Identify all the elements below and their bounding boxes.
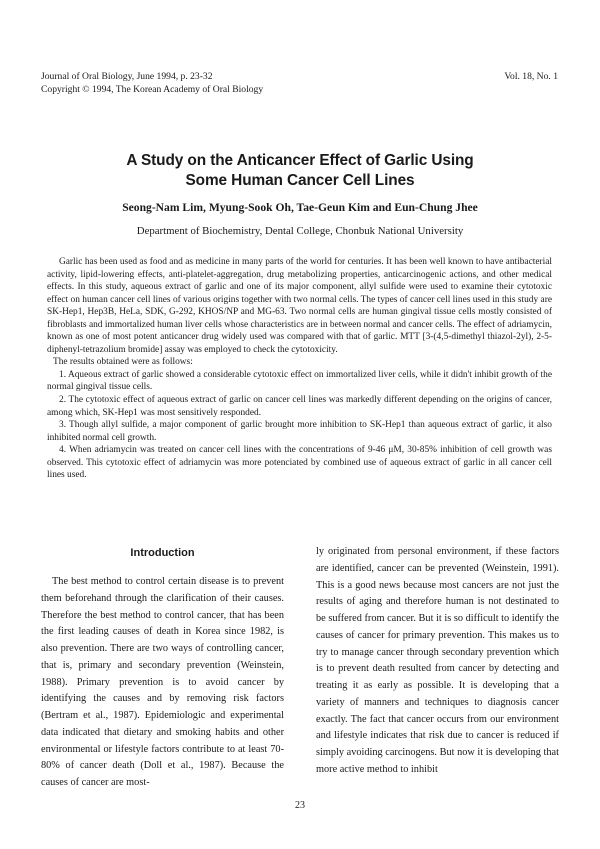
journal-citation: Journal of Oral Biology, June 1994, p. 23-32 xyxy=(41,71,213,82)
page-number: 23 xyxy=(295,800,305,811)
result-item-4: 4. When adriamycin was treated on cancer cell lines with the concentrations of 9-46 μM, 30-85% inhibition of cell growth was observed. This cytotoxic effect of adriamycin was more potenciated by combined use of aqueous extract of garlic in all cancer cell lines used. xyxy=(47,445,552,481)
results-intro: The results obtained were as follows: xyxy=(53,357,193,368)
introduction-paragraph-left: The best method to control certain disease is to prevent them beforehand through the clarification of their causes. Therefore the best method to control cancer, that has been the first leading causes of death in Korea since 1982, is also prevention. There are two ways of controlling cancer, that is, primary and secondary prevention (Weinstein, 1988). Primary prevention is to avoid cancer by identifying the causes and by removing risk factors (Bertram et al., 1987). Epidemiologic and experimental data indicated that dietary and smoking habits and other environmental or lifestyle factors contribute to at least 70-80% of cancer death (Doll et al., 1987). Because the causes of cancer are most- xyxy=(41,576,284,788)
result-item-1: 1. Aqueous extract of garlic showed a considerable cytotoxic effect on immortalized liver cells, while it didn't inhibit growth of the normal gingival tissue cells. xyxy=(47,369,552,393)
affiliation: Department of Biochemistry, Dental College, Chonbuk National University xyxy=(136,225,464,237)
paper-title xyxy=(0,151,600,191)
title-line-2: Some Human Cancer Cell Lines xyxy=(185,172,415,189)
abstract-body: Garlic has been used as food and as medicine in many parts of the world for centuries. It has been well known to have antibacterial activity, lipid-lowering effects, anti-platelet-aggregation, drug metabolizing properties, anticarcinogenic actions, and other medical effects. In this study, aqueous extract of garlic and one of its major component, allyl sulfide were used to examine their cytotoxic effect on human cancer cell lines of various origins together with two normal cells. The types of cancer cell lines used in this study are SK-Hep1, Hep3B, HeLa, SDK, G-292, KHOS/NP and MG-63. Two normal cells are human gingival tissue cells mostly consisted of fibroblasts and immortalized human liver cells whose characteristics are in between normal and cancer cells. The effect of adriamycin, known as one of most potent anticancer drug widely used was compared with that of garlic. MTT [3-(4,5-dimethyl thiazol-2yl), 2-5-diphenyl-tetrazolium bromide] assay was employed to check the cytotoxicity. xyxy=(47,257,552,355)
abstract xyxy=(47,256,552,482)
volume-number: Vol. 18, No. 1 xyxy=(504,71,558,82)
left-column xyxy=(41,544,284,792)
introduction-paragraph-right: ly originated from personal environment, if these factors are identified, cancer can be prevented (Weinstein, 1991). This is a good news because most cancers are not just the results of aging and therefore human is not destinated to be suffered from cancer. But it is so difficult to identify the causes of cancer for primary prevention. This makes us to try to manage cancer through secondary prevention which is to prevent death resulted from cancer by detecting and treating it as early as possible. It is developing that a variety of manners and techniques to diagnosis cancer exactly. The fact that cancer occurs from our environment and lifestyle indicates that risk due to cancer is reduced if simply avoiding carcinogens. But now it is developing that more active method to inhibit xyxy=(316,546,559,775)
author-list: Seong-Nam Lim, Myung-Sook Oh, Tae-Geun Kim and Eun-Chung Jhee xyxy=(122,201,478,214)
result-item-3: 3. Though allyl sulfide, a major component of garlic brought more inhibition to SK-Hep1 than aqueous extract of garlic, it also inhibited normal cell growth. xyxy=(47,420,552,443)
right-column xyxy=(316,544,559,779)
title-line-1: A Study on the Anticancer Effect of Garlic Using xyxy=(126,152,474,169)
result-item-2: 2. The cytotoxic effect of aqueous extract of garlic on cancer cell lines was markedly different depending on the origins of cancer, among which, SK-Hep1 was most sensitively responded. xyxy=(47,395,552,418)
section-heading-introduction: Introduction xyxy=(130,547,195,559)
running-header xyxy=(41,70,558,96)
copyright-line: Copyright © 1994, The Korean Academy of Oral Biology xyxy=(41,84,264,95)
